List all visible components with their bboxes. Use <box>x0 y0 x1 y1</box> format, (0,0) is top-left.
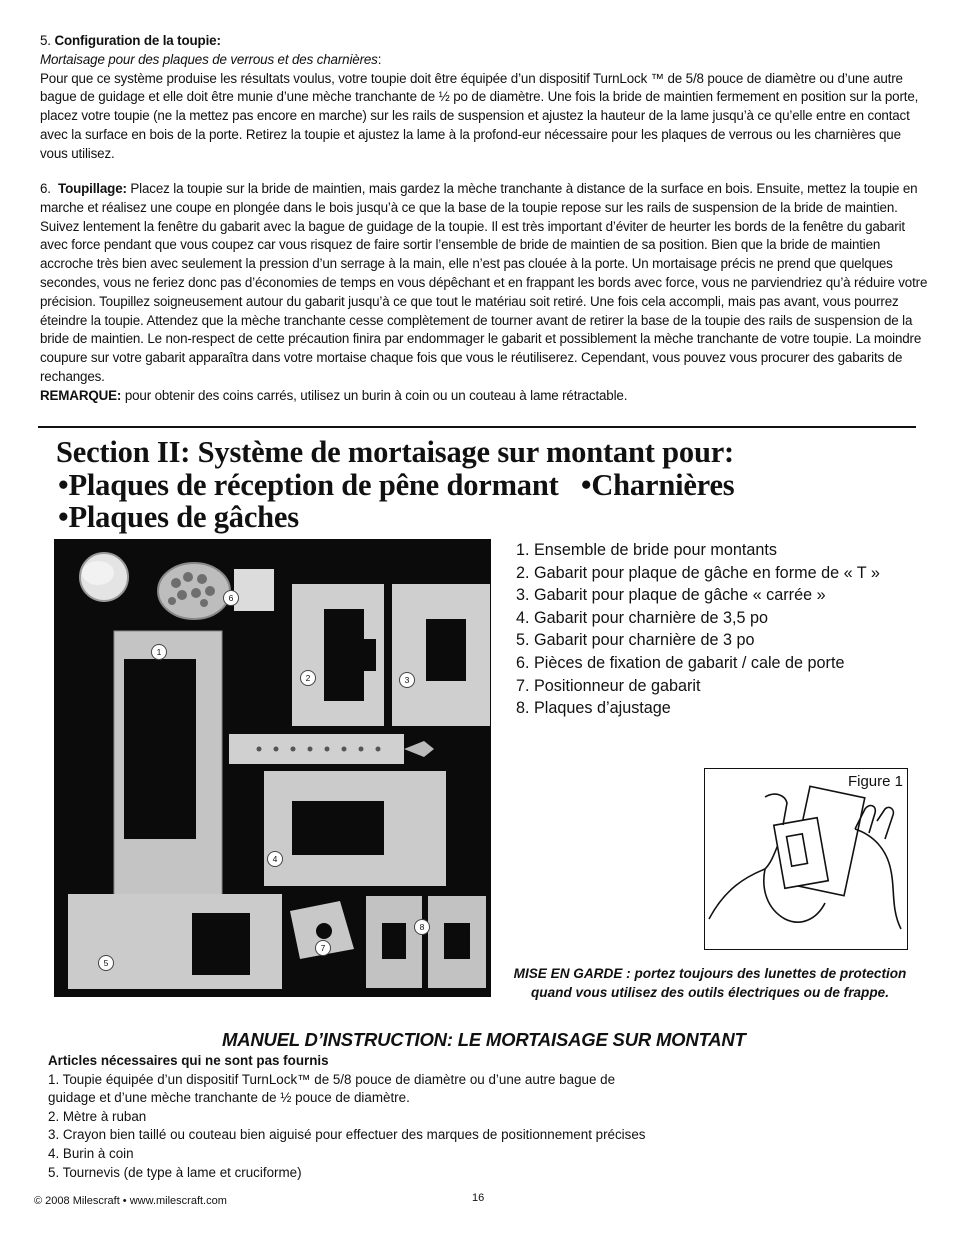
figure-1 <box>704 768 908 950</box>
right-hand-outline <box>855 829 901 929</box>
safety-warning <box>500 964 920 1002</box>
right-hand-finger <box>877 807 893 839</box>
part-3-square-window <box>426 619 466 681</box>
section-bullet-strike: •Plaques de gâches <box>58 500 299 534</box>
required-item: 2. Mètre à ruban <box>48 1108 147 1124</box>
left-hand-finger <box>765 794 787 825</box>
callout-6: 6 <box>223 590 239 606</box>
part-4-window <box>292 801 384 855</box>
note-label: REMARQUE: <box>40 387 122 403</box>
step-5-subtitle-colon: : <box>377 51 382 67</box>
required-items-heading: Articles nécessaires qui ne sont pas fournis <box>48 1053 329 1068</box>
figure-1-label: Figure 1 <box>847 773 903 790</box>
section-heading <box>56 436 916 534</box>
required-item: 5. Tournevis (de type à lame et cruciforme) <box>48 1164 302 1180</box>
section-bullet-deadbolt: •Plaques de réception de pêne dormant <box>58 467 559 502</box>
section-divider <box>38 426 916 428</box>
parts-list <box>516 539 936 720</box>
required-item: 1. Toupie équipée d’un dispositif TurnLock™ de 5/8 pouce de diamètre ou d’une autre bague de <box>48 1071 616 1087</box>
parts-list-item: 7. Positionneur de gabarit <box>516 676 701 695</box>
required-item: 4. Burin à coin <box>48 1145 134 1161</box>
part-8-plate-a-window <box>382 923 406 959</box>
section-title: Système de mortaisage sur montant pour: <box>197 435 735 469</box>
callout-2: 2 <box>300 670 316 686</box>
step-5-text: Pour que ce système produise les résultats voulus, votre toupie doit être équipée d’un dispositif TurnLock ™ de 5/8 pouce de diamètre ou d’une autre bague de guidage et elle doit être munie d’une mèche tranchante de ½ po de diamètre. Une fois la bride de maintien fermement en position sur la porte, placez votre toupie (ne la mettez pas encore en marche) sur les rails de suspension et ajustez la hauteur de la lame jusqu’à ce qu’elle entre en contact avec la surface en bois de la porte. Retirez la toupie et ajustez la lame à la profond-eur nécessaire pour les plaques de verrous ou les charnières que vous utilisez. <box>40 70 919 161</box>
part-8-plate-b-window <box>444 923 470 959</box>
part-6-shape <box>234 569 274 611</box>
callout-7: 7 <box>315 940 331 956</box>
parts-list-item: 8. Plaques d’ajustage <box>516 699 671 718</box>
callout-3: 3 <box>399 672 415 688</box>
note-text: pour obtenir des coins carrés, utilisez un burin à coin ou un couteau à lame rétractable. <box>124 387 628 403</box>
parts-list-item: 5. Gabarit pour charnière de 3 po <box>516 631 755 650</box>
required-item: 3. Crayon bien taillé ou couteau bien aiguisé pour effectuer des marques de positionnement précises <box>48 1127 646 1143</box>
part-1-window <box>124 659 196 839</box>
manual-title: MANUEL D’INSTRUCTION: LE MORTAISAGE SUR MONTANT <box>222 1029 746 1050</box>
parts-list-item: 3. Gabarit pour plaque de gâche « carrée » <box>516 586 826 605</box>
parts-list-item: 1. Ensemble de bride pour montants <box>516 541 777 559</box>
callout-8: 8 <box>414 919 430 935</box>
warning-line-1: MISE EN GARDE : portez toujours des lunettes de protection <box>513 966 907 981</box>
hands-template-illustration <box>705 769 907 949</box>
warning-line-2: quand vous utilisez des outils électriques ou de frappe. <box>530 985 890 1000</box>
step-5-subtitle: Mortaisage pour des plaques de verrous et des charnières <box>40 51 378 67</box>
parts-list-item: 4. Gabarit pour charnière de 3,5 po <box>516 608 768 627</box>
callout-4: 4 <box>267 851 283 867</box>
required-item: guidage et d’une mèche tranchante de ½ pouce de diamètre. <box>48 1090 410 1106</box>
wing-nut-shape <box>404 741 434 757</box>
required-items <box>48 1052 748 1182</box>
step-6-title: Toupillage: <box>58 181 127 196</box>
page-number: 16 <box>472 1192 485 1204</box>
product-photo <box>54 539 491 997</box>
section-bullet-hinges: •Charnières <box>580 467 735 502</box>
footer-copyright: © 2008 Milescraft • www.milescraft.com <box>34 1195 227 1207</box>
step-5-number: 5. <box>40 33 51 48</box>
parts-list-item: 6. Pièces de fixation de gabarit / cale de porte <box>516 653 845 672</box>
step-6-text: Placez la toupie sur la bride de maintien, mais gardez la mèche tranchante à distance de la surface en bois. Ensuite, mettez la toupie en marche et réalisez une coupe en plongée dans le bois jusqu’à ce que la base de la toupie repose sur les rails de suspension de la bride de maintien. Suivez lentement la fenêtre du gabarit avec la bague de guidage de la toupie. Il est très important d’éviter de heurter les bords de la fenêtre du gabarit avec force pendant que vous coupez car vous risquez de faire sortir l’ensemble de bride de maintien de sa position. Bien que la bride de maintien accroche très bien avec seulement la pression d’un serrage à la main, elle n’est pas clouée à la porte. Un mortaisage précis ne prend que quelques secondes, vous ne feriez donc pas d’économies de temps en vous dépêchant et en frappant les bords avec force, vous ne parviendriez qu’à réduire votre précision. Toupillez soigneusement autour du gabarit jusqu’à ce que tout le matériau soit retiré. Une fois cela accompli, mais pas avant, vous pourrez éteindre la toupie. Attendez que la mèche tranchante cesse complètement de tourner avant de retirer la base de la toupie des rails de suspension de la bride de maintien. Le non-respect de cette précaution finira par endommager le gabarit et possiblement la mèche tranchante de votre toupie. La moindre coupure sur votre gabarit apparaîtra dans votre mortaise chaque fois que vous le réutiliserez. Cependant, vous pouvez vous procurer des gabarits de rechanges. <box>40 181 928 384</box>
step-5-title: Configuration de la toupie: <box>54 33 221 48</box>
part-5-window <box>192 913 250 975</box>
callout-1: 1 <box>151 644 167 660</box>
cup-lid-highlight <box>82 561 114 585</box>
section-prefix: Section II: <box>56 435 191 469</box>
step-5-block <box>40 32 930 164</box>
step-6-number: 6. <box>40 181 51 196</box>
step-6-block <box>40 180 930 406</box>
callout-5: 5 <box>98 955 114 971</box>
parts-list-item: 2. Gabarit pour plaque de gâche en forme de « T » <box>516 563 880 582</box>
part-7-hole <box>316 923 332 939</box>
